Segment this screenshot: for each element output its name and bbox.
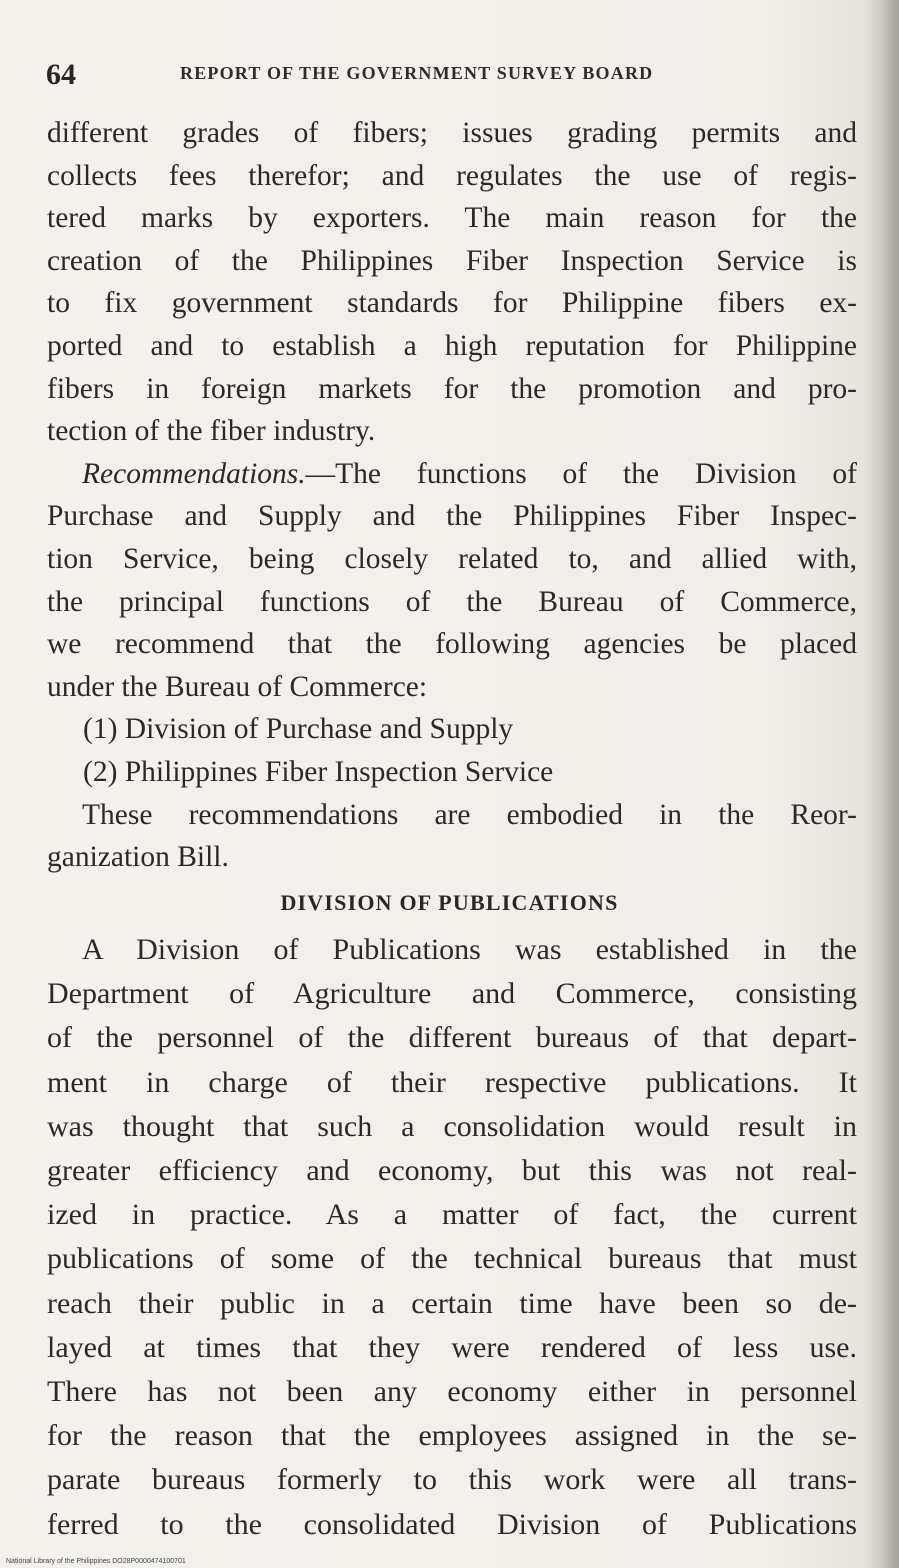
text-line: These recommendations are embodied in the Reor- (82, 798, 857, 831)
recommendations-first-line (47, 453, 857, 496)
running-head (46, 58, 859, 98)
upper-paragraph (47, 112, 857, 879)
section-heading: DIVISION OF PUBLICATIONS (280, 890, 619, 915)
text-line: A Division of Publications was established in the (82, 933, 857, 966)
text-line: creation of the Philippines Fiber Inspection Service is (47, 244, 857, 277)
text-line: under the Bureau of Commerce: (47, 670, 428, 703)
text-line: ganization Bill. (47, 841, 229, 874)
text-line: we recommend that the following agencies be placed (47, 628, 857, 661)
text-line: parate bureaus formerly to this work were all trans- (47, 1463, 857, 1497)
recommendations-first-text: —The functions of the Division of (305, 457, 857, 490)
text-line: There has not been any economy either in personnel (47, 1375, 857, 1409)
text-line: layed at times that they were rendered of less use. (47, 1330, 857, 1364)
text-line: for the reason that the employees assigned in the se- (47, 1419, 857, 1453)
text-line: publications of some of the technical bureaus that must (47, 1242, 857, 1276)
publications-paragraph (47, 928, 857, 1547)
text-line: tered marks by exporters. The main reason for the (47, 202, 857, 235)
text-line: ported and to establish a high reputation for Philippine (47, 329, 857, 362)
text-line: tection of the fiber industry. (47, 415, 376, 448)
page-number: 64 (46, 58, 76, 91)
text-line: of the personnel of the different bureaus of that depart- (47, 1021, 857, 1055)
list-item: (1) Division of Purchase and Supply (83, 713, 514, 746)
text-line: reach their public in a certain time have been so de- (47, 1286, 857, 1320)
text-line: ferred to the consolidated Division of Publications (47, 1507, 857, 1541)
text-line: Purchase and Supply and the Philippines Fiber Inspec- (47, 500, 857, 533)
text-line: ized in practice. As a matter of fact, the current (47, 1198, 857, 1232)
recommendations-lead: Recommendations. (82, 457, 306, 490)
scan-credit: National Library of the Philippines DO28P0000474100701 (6, 1558, 186, 1565)
text-line: Department of Agriculture and Commerce, consisting (47, 977, 857, 1011)
binding-shadow (881, 0, 899, 1568)
text-line: different grades of fibers; issues grading permits and (47, 117, 857, 149)
text-line: to fix government standards for Philippine fibers ex- (47, 287, 857, 320)
text-line: ment in charge of their respective publications. It (47, 1065, 857, 1099)
running-title: REPORT OF THE GOVERNMENT SURVEY BOARD (180, 63, 654, 83)
text-line: greater efficiency and economy, but this was not real- (47, 1154, 857, 1188)
text-line: tion Service, being closely related to, and allied with, (47, 542, 857, 575)
text-line: was thought that such a consolidation would result in (47, 1109, 857, 1143)
list-item: (2) Philippines Fiber Inspection Service (83, 755, 554, 788)
text-line: fibers in foreign markets for the promotion and pro- (47, 372, 857, 405)
text-line: the principal functions of the Bureau of Commerce, (47, 585, 857, 618)
text-line: collects fees therefor; and regulates the use of regis- (47, 159, 857, 192)
